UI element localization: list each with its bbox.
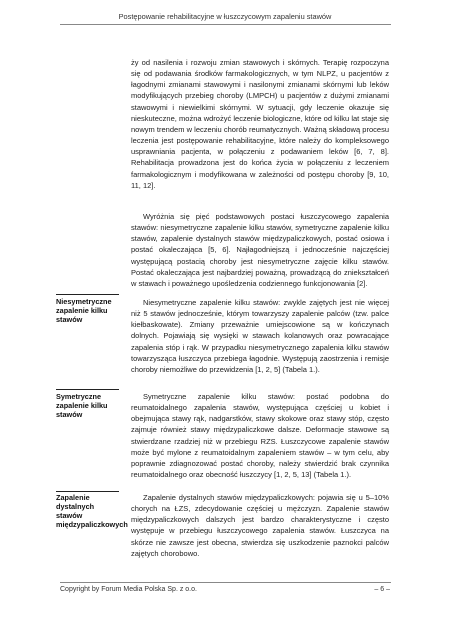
paragraph-treatment: ży od nasilenia i rozwoju zmian stawowych i skórnych. Terapię rozpoczyna się od podawania środków farmakologicznych, w tym NLPZ, u pacjentów z łagodnymi zmianami stawowymi i nasilonymi zmianami skórnymi lub leków modyfikujących przebieg choroby (LMPCH) u pacjentów z dużymi zmianami stawowymi i niewielkimi skórnymi. W sytuacji, gdy leczenie okazuje się nieskuteczne, można wdrożyć leczenie biologiczne, które od kilku lat staje się nowym trendem w leczeniu chorób reumatycznych. Ważną składową procesu leczenia jest postępowanie rehabilitacyjne, które należy do kompleksowego usprawniania pacjenta, w połączeniu z podawaniem leków [6, 7, 8]. Rehabilitacja prowadzona jest do końca życia w połączeniu z leczeniem farmakologicznym i modyfikowana w zależności od postępu choroby [9, 10, 11, 12]. bbox=[131, 58, 389, 190]
paragraph-symmetric: Symetryczne zapalenie kilku stawów: postać podobna do reumatoidalnego zapalenia stawów, występująca częściej u kobiet i obejmująca stawy rąk, nadgarstków, stawy skokowe oraz stawy stóp, często zajmuje również stawy międzypaliczkowe dalsze. Deformacje stawowe są stwierdzane rzadziej niż w przebiegu RZS. Łuszczycowe zapalenie stawów może być mylone z reumatoidalnym zapaleniem stawów – w tym celu, aby poprawnie zdiagnozować postać choroby, należy stwierdzić brak czynnika reumatoidalnego oraz obecność łuszczycy [1, 2, 5, 13] (Tabela 1.). bbox=[131, 392, 389, 480]
paragraph-forms-overview: Wyróżnia się pięć podstawowych postaci łuszczycowego zapalenia stawów: niesymetryczne zapalenie kilku stawów, symetryczne zapalenie kilku stawów, zapalenie dystalnych stawów międzypaliczkowych, postać osiowa i postać okaleczająca [5, 6]. Najłagodniejszą i jednocześnie najczęściej występującą postacią choroby jest niesymetryczne zajęcie kilku stawów. Postać okaleczająca jest najbardziej poważną, prowadzącą do zniekształceń w stawach i poważnego upośledzenia codziennego funkcjonowania [2]. bbox=[131, 212, 389, 288]
footer-copyright: Copyright by Forum Media Polska Sp. z o.o. bbox=[60, 586, 197, 593]
side-label-distal: Zapalenie dystalnych stawów międzypaliczkowych bbox=[56, 493, 128, 529]
side-label-symmetric: Symetryczne zapalenie kilku stawów bbox=[56, 392, 108, 419]
page-number: – 6 – bbox=[374, 586, 390, 593]
paragraph-asymmetric: Niesymetryczne zapalenie kilku stawów: zwykle zajętych jest nie więcej niż 5 stawów jednocześnie, którym towarzyszy zapalenie palców (tzw. palce kiełbaskowate). Zmiany przeważnie umiejscowione są w kończynach dolnych. Pojawiają się wysięki w stawach kolanowych oraz powracające zapalenia stóp i rąk. W przypadku niesymetrycznego zapalenia kilku stawów towarzysząca łuszczyca przebiega łagodnie. Występują zaostrzenia i remisje choroby niemożliwe do przewidzenia [1, 2, 5] (Tabela 1.). bbox=[131, 298, 389, 374]
footer-divider bbox=[60, 582, 391, 583]
side-label-divider bbox=[56, 491, 119, 492]
side-label-divider bbox=[56, 294, 119, 295]
side-label-asymmetric: Niesymetryczne zapalenie kilku stawów bbox=[56, 297, 112, 324]
side-label-divider bbox=[56, 389, 119, 390]
header-divider bbox=[60, 24, 391, 25]
paragraph-distal: Zapalenie dystalnych stawów międzypaliczkowych: pojawia się u 5–10% chorych na ŁZS, zdecydowanie częściej u mężczyzn. Zapalenie stawów międzypaliczkowych dalszych jest bardzo charakterystyczne i często występuje w przebiegu łuszczycowego zapalenia stawów. Łuszczyca na skórze nie zawsze jest obecna, stwierdza się uszkodzenie paznokci palców zajętych chorobowo. bbox=[131, 493, 389, 558]
running-header-title: Postępowanie rehabilitacyjne w łuszczycowym zapaleniu stawów bbox=[118, 12, 332, 21]
